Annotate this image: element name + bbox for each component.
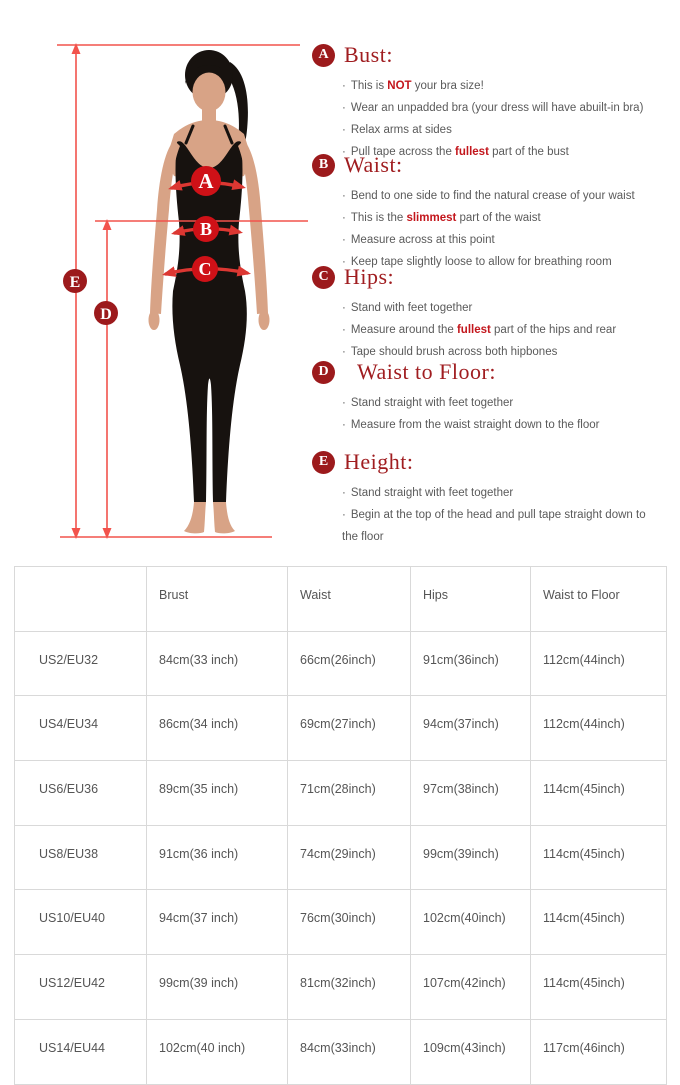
size-chart-row <box>15 761 667 826</box>
section-letter-badge: E <box>312 451 335 474</box>
bullet-text: Pull tape across the <box>350 146 456 158</box>
bullet-text: Measure across at this point <box>350 234 495 246</box>
waist-marker-letter: B <box>199 219 213 239</box>
size-value-cell: 114cm(45inch) <box>531 825 667 890</box>
size-value-cell: 114cm(45inch) <box>531 890 667 955</box>
bullet-dot-icon: · <box>342 234 346 246</box>
measure-section-b <box>312 152 674 273</box>
instruction-bullet <box>342 482 660 504</box>
right-foot <box>213 502 235 533</box>
size-value-cell: 107cm(42inch) <box>411 955 531 1020</box>
instruction-bullet <box>342 207 660 229</box>
section-title: Height: <box>344 449 414 474</box>
bullet-dot-icon: · <box>342 124 346 136</box>
section-title: Hips: <box>344 264 395 289</box>
section-bullet-list <box>312 392 660 436</box>
section-title: Waist to Floor: <box>357 359 496 384</box>
size-chart-row <box>15 1019 667 1084</box>
bullet-text: Begin at the top of the head and pull tape straight down to the floor <box>342 509 646 543</box>
section-letter-badge: D <box>312 361 335 384</box>
bullet-text: This is the <box>350 212 407 224</box>
bullet-dot-icon: · <box>342 146 346 158</box>
instruction-bullet <box>342 97 660 119</box>
size-value-cell: 84cm(33 inch) <box>147 631 288 696</box>
size-value-cell: 86cm(34 inch) <box>147 696 288 761</box>
size-value-cell: 91cm(36inch) <box>411 631 531 696</box>
right-hand <box>259 310 270 330</box>
size-label-cell: US14/EU44 <box>15 1019 147 1084</box>
bullet-text: Wear an unpadded bra (your dress will have abuilt-in bra) <box>350 102 644 114</box>
bullet-text: Bend to one side to find the natural crease of your waist <box>350 190 635 202</box>
bullet-dot-icon: · <box>342 212 346 224</box>
instruction-bullet <box>342 185 660 207</box>
bullet-text: part of the bust <box>488 146 569 158</box>
size-chart-header-cell: Hips <box>411 567 531 632</box>
instruction-bullet <box>342 414 660 436</box>
size-chart-row <box>15 631 667 696</box>
size-label-cell: US4/EU34 <box>15 696 147 761</box>
size-chart-header-cell <box>15 567 147 632</box>
bullet-text: your bra size! <box>411 80 484 92</box>
size-chart-row <box>15 825 667 890</box>
size-value-cell: 74cm(29inch) <box>288 825 411 890</box>
bullet-text: Measure from the waist straight down to the floor <box>350 419 600 431</box>
size-label-cell: US12/EU42 <box>15 955 147 1020</box>
highlighted-text: fullest <box>456 324 491 336</box>
model-photo <box>149 50 270 533</box>
height-label-letter: E <box>69 274 81 291</box>
section-letter-badge: B <box>312 154 335 177</box>
bullet-text: Keep tape slightly loose to allow for breathing room <box>350 256 612 268</box>
size-value-cell: 71cm(28inch) <box>288 761 411 826</box>
bullet-text: Tape should brush across both hipbones <box>350 346 558 358</box>
hips-marker-letter: C <box>198 259 212 279</box>
measure-section-c <box>312 264 674 363</box>
left-hand <box>149 310 160 330</box>
size-value-cell: 76cm(30inch) <box>288 890 411 955</box>
size-label-cell: US2/EU32 <box>15 631 147 696</box>
size-chart-header-cell: Waist <box>288 567 411 632</box>
bust-marker-letter: A <box>198 169 214 193</box>
bullet-text: Stand with feet together <box>350 302 473 314</box>
bullet-text: Measure around the <box>350 324 457 336</box>
size-chart-row <box>15 955 667 1020</box>
size-value-cell: 102cm(40inch) <box>411 890 531 955</box>
size-value-cell: 109cm(43inch) <box>411 1019 531 1084</box>
bullet-text: part of the hips and rear <box>490 324 617 336</box>
size-value-cell: 91cm(36 inch) <box>147 825 288 890</box>
instruction-bullet <box>342 75 660 97</box>
highlighted-text: NOT <box>387 80 412 92</box>
bullet-dot-icon: · <box>342 302 346 314</box>
face <box>193 73 226 112</box>
instruction-bullet <box>342 297 660 319</box>
size-chart-header-cell: Brust <box>147 567 288 632</box>
waist-floor-label-letter: D <box>100 306 112 323</box>
instruction-bullet <box>342 119 660 141</box>
measure-section-a <box>312 42 674 163</box>
size-value-cell: 94cm(37 inch) <box>147 890 288 955</box>
bullet-dot-icon: · <box>342 509 346 521</box>
size-value-cell: 112cm(44inch) <box>531 631 667 696</box>
size-label-cell: US6/EU36 <box>15 761 147 826</box>
size-chart-header-row <box>15 567 667 632</box>
instruction-bullet <box>342 504 660 548</box>
measurement-instructions <box>312 34 674 564</box>
size-chart-table <box>14 566 667 1085</box>
section-heading <box>312 42 674 68</box>
bullet-dot-icon: · <box>342 190 346 202</box>
bullet-dot-icon: · <box>342 256 346 268</box>
size-value-cell: 117cm(46inch) <box>531 1019 667 1084</box>
size-value-cell: 69cm(27inch) <box>288 696 411 761</box>
highlighted-text: slimmest <box>406 212 457 224</box>
section-heading <box>312 449 674 475</box>
bullet-dot-icon: · <box>342 80 346 92</box>
model-measurement-figure <box>0 0 320 560</box>
bullet-text: Stand straight with feet together <box>350 397 514 409</box>
measure-section-e <box>312 449 674 548</box>
size-value-cell: 66cm(26inch) <box>288 631 411 696</box>
section-heading <box>312 152 674 178</box>
bullet-text: Relax arms at sides <box>350 124 452 136</box>
instruction-bullet <box>342 392 660 414</box>
measure-section-d <box>312 359 674 436</box>
size-value-cell: 81cm(32inch) <box>288 955 411 1020</box>
size-value-cell: 97cm(38inch) <box>411 761 531 826</box>
size-label-cell: US8/EU38 <box>15 825 147 890</box>
left-foot <box>184 502 206 533</box>
section-letter-badge: C <box>312 266 335 289</box>
bullet-text: Stand straight with feet together <box>350 487 514 499</box>
bullet-dot-icon: · <box>342 419 346 431</box>
section-heading <box>312 264 674 290</box>
size-value-cell: 112cm(44inch) <box>531 696 667 761</box>
size-value-cell: 94cm(37inch) <box>411 696 531 761</box>
size-value-cell: 114cm(45inch) <box>531 955 667 1020</box>
bullet-dot-icon: · <box>342 102 346 114</box>
bullet-dot-icon: · <box>342 324 346 336</box>
section-bullet-list <box>312 75 660 163</box>
section-title: Bust: <box>344 42 393 67</box>
bullet-text: This is <box>350 80 388 92</box>
section-heading <box>312 359 674 385</box>
section-bullet-list <box>312 297 660 363</box>
bullet-text: part of the waist <box>456 212 541 224</box>
size-value-cell: 114cm(45inch) <box>531 761 667 826</box>
section-bullet-list <box>312 482 660 548</box>
size-value-cell: 102cm(40 inch) <box>147 1019 288 1084</box>
instruction-bullet <box>342 229 660 251</box>
size-value-cell: 84cm(33inch) <box>288 1019 411 1084</box>
section-letter-badge: A <box>312 44 335 67</box>
size-chart-row <box>15 696 667 761</box>
bullet-dot-icon: · <box>342 397 346 409</box>
size-value-cell: 99cm(39 inch) <box>147 955 288 1020</box>
bullet-dot-icon: · <box>342 346 346 358</box>
size-chart-header-cell: Waist to Floor <box>531 567 667 632</box>
highlighted-text: fullest <box>455 146 489 158</box>
bullet-dot-icon: · <box>342 487 346 499</box>
size-chart-row <box>15 890 667 955</box>
instruction-bullet <box>342 319 660 341</box>
size-label-cell: US10/EU40 <box>15 890 147 955</box>
section-title: Waist: <box>344 152 403 177</box>
leggings <box>172 291 246 502</box>
section-bullet-list <box>312 185 660 273</box>
size-value-cell: 99cm(39inch) <box>411 825 531 890</box>
size-value-cell: 89cm(35 inch) <box>147 761 288 826</box>
